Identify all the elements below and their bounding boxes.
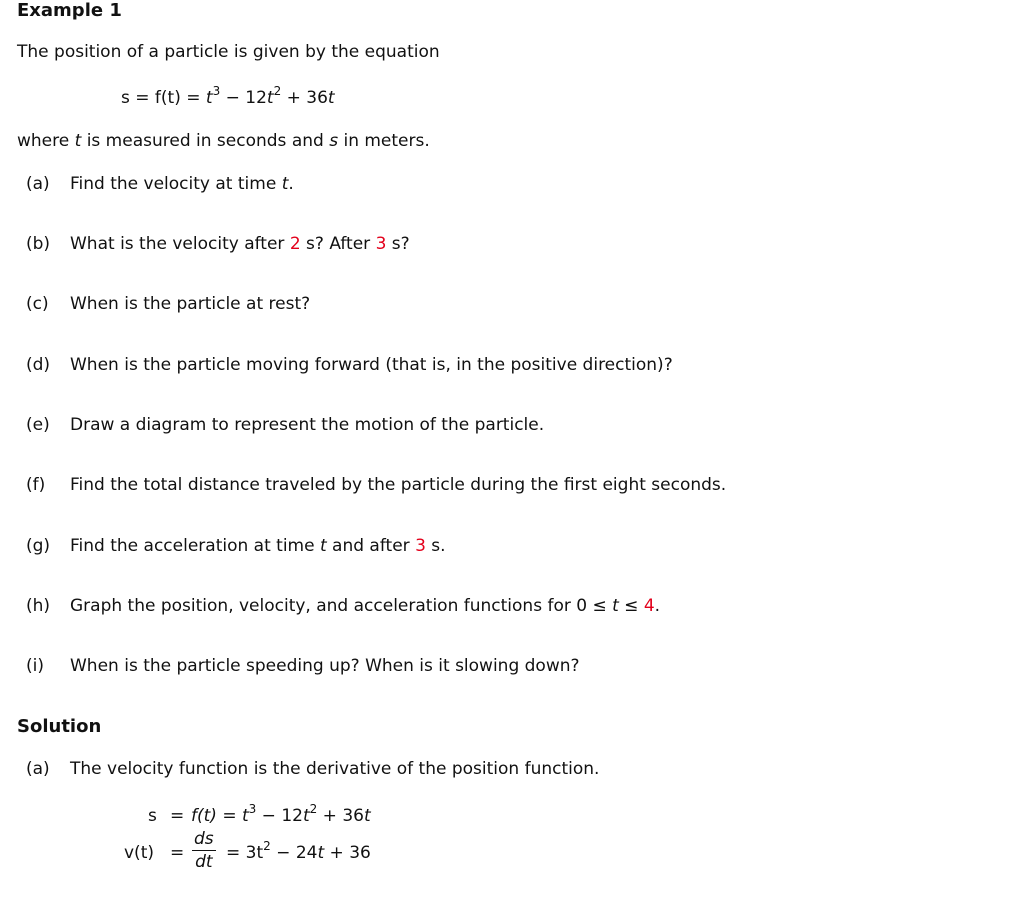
part-i-text: When is the particle speeding up? When is it slowing down? bbox=[70, 656, 580, 676]
solution-s-equals: = bbox=[170, 806, 185, 826]
solution-v-equals: = bbox=[170, 843, 185, 863]
part-d-text: When is the particle moving forward (that is, in the positive direction)? bbox=[70, 355, 673, 375]
part-e-text: Draw a diagram to represent the motion of the particle. bbox=[70, 415, 545, 435]
part-c-label: (c) bbox=[26, 294, 49, 314]
part-b-label: (b) bbox=[26, 234, 51, 254]
part-d-label: (d) bbox=[26, 355, 51, 375]
part-h-text: Graph the position, velocity, and acceleration functions for 0 ≤ t ≤ 4. bbox=[70, 596, 661, 616]
solution-a-text: The velocity function is the derivative of the position function. bbox=[70, 759, 600, 779]
solution-v-lhs: v(t) bbox=[124, 843, 154, 863]
part-b-text: What is the velocity after 2 s? After 3 s? bbox=[70, 234, 410, 254]
part-c-text: When is the particle at rest? bbox=[70, 294, 311, 314]
part-e-label: (e) bbox=[26, 415, 50, 435]
units-text: where t is measured in seconds and s in meters. bbox=[17, 131, 430, 151]
fraction-bar bbox=[192, 850, 216, 851]
part-g-label: (g) bbox=[26, 536, 51, 556]
ds-dt-fraction bbox=[190, 829, 218, 872]
solution-s-lhs: s bbox=[148, 806, 157, 826]
solution-a-label: (a) bbox=[26, 759, 50, 779]
part-g-text: Find the acceleration at time t and after 3 s. bbox=[70, 536, 446, 556]
part-a-label: (a) bbox=[26, 174, 50, 194]
fraction-denominator: dt bbox=[195, 852, 213, 872]
intro-text: The position of a particle is given by the equation bbox=[17, 42, 440, 62]
position-equation: $s = f(t) = t^3 - 12t^2 + 36t$ bbox=[121, 84, 335, 108]
part-h-label: (h) bbox=[26, 596, 51, 616]
solution-title: Solution bbox=[17, 716, 102, 737]
solution-v-rhs: = $3t^2 - 24t + 36$ bbox=[226, 839, 371, 863]
fraction-numerator: ds bbox=[194, 829, 214, 849]
part-f-label: (f) bbox=[26, 475, 46, 495]
part-f-text: Find the total distance traveled by the particle during the first eight seconds. bbox=[70, 475, 727, 495]
solution-s-rhs: $f(t) = t^3 - 12t^2 + 36t$ bbox=[191, 802, 371, 826]
example-title: Example 1 bbox=[17, 0, 122, 21]
part-a-text: Find the velocity at time t. bbox=[70, 174, 294, 194]
part-i-label: (i) bbox=[26, 656, 44, 676]
